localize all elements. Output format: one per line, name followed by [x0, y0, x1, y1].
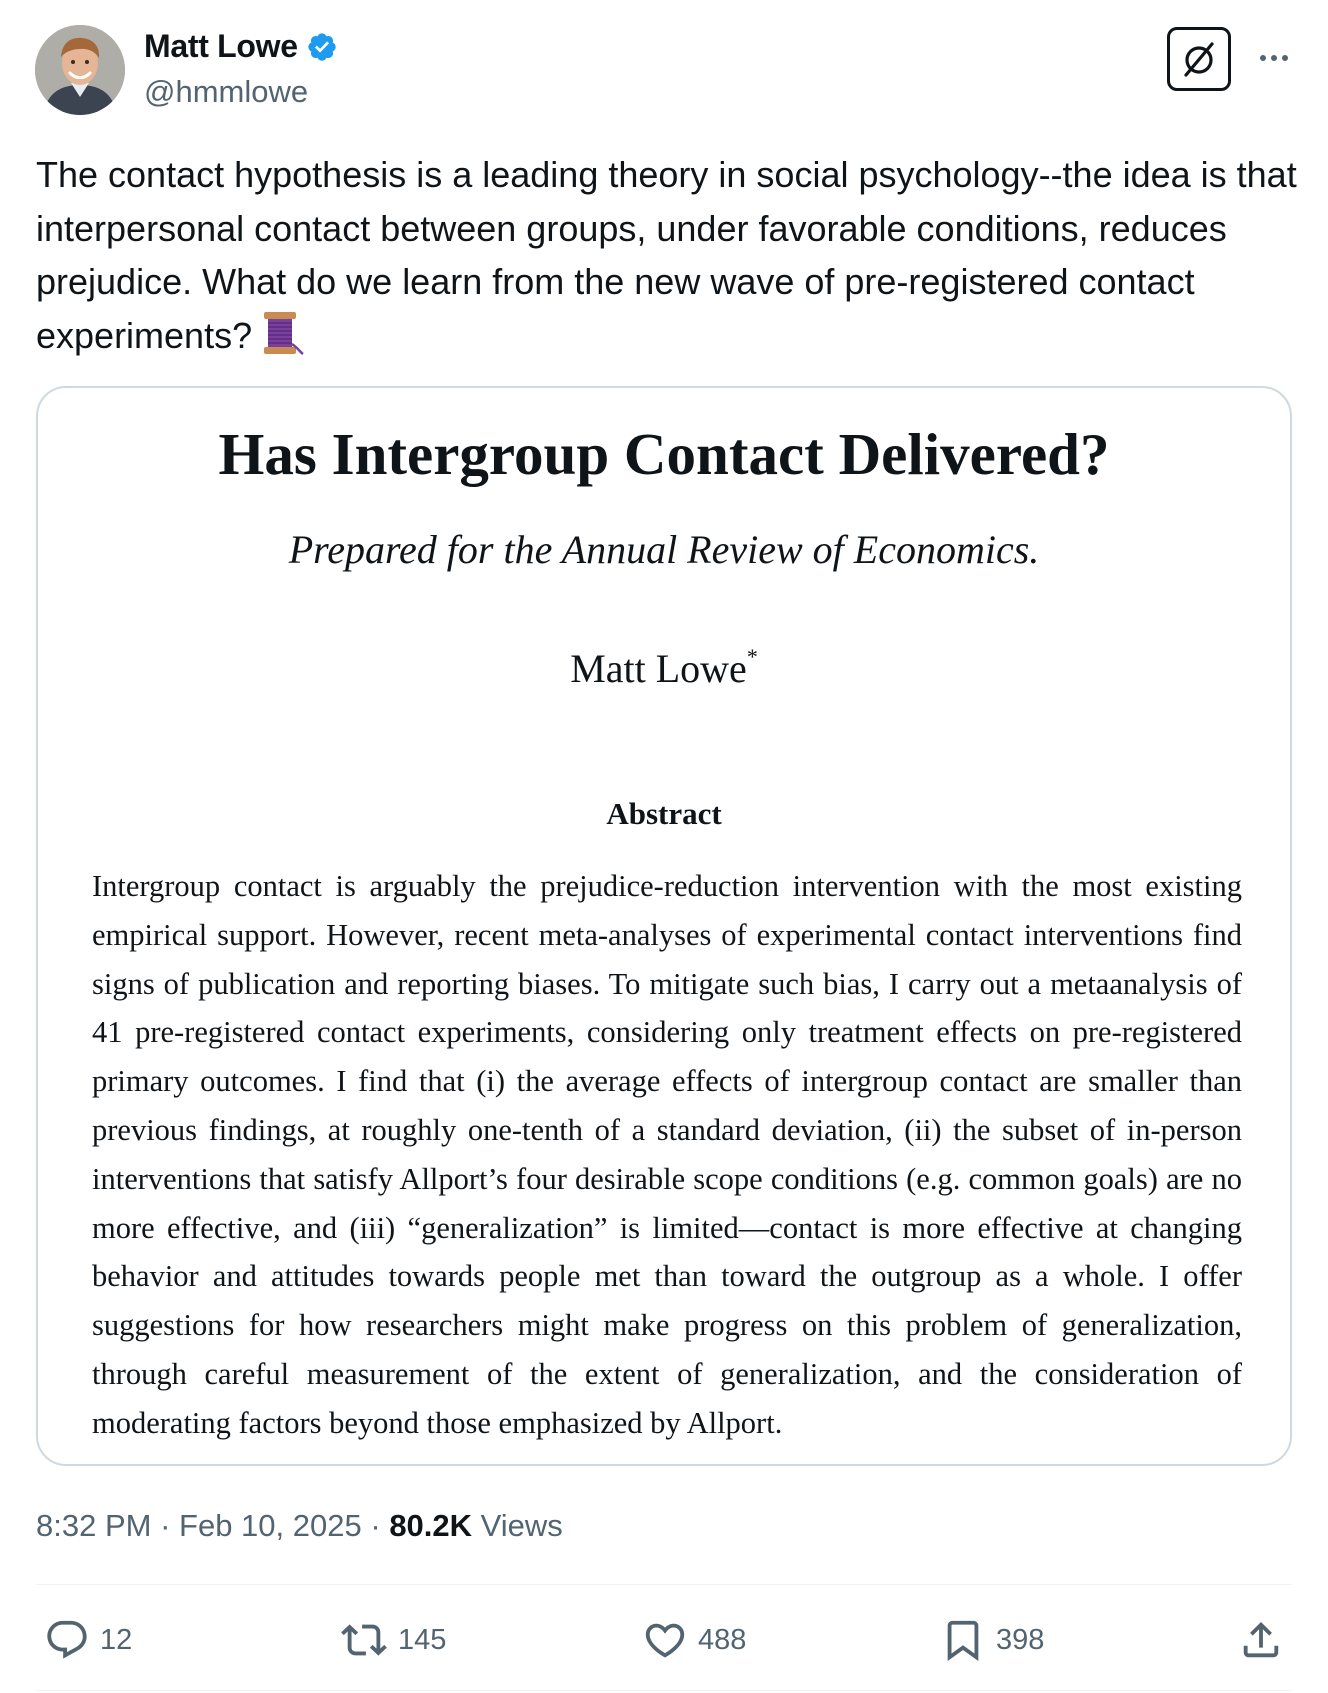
share-icon — [1238, 1617, 1284, 1663]
thread-spool-icon — [260, 310, 304, 356]
reply-count: 12 — [100, 1623, 133, 1656]
meta-separator: · — [160, 1508, 171, 1543]
divider — [36, 1690, 1292, 1691]
tweet-time[interactable]: 8:32 PM — [36, 1508, 152, 1543]
like-count: 488 — [698, 1623, 747, 1656]
paper-author-name: Matt Lowe — [570, 646, 747, 691]
share-button[interactable] — [1238, 1618, 1284, 1662]
reply-button[interactable] — [44, 1618, 132, 1662]
paper-author-footnote-mark: * — [746, 644, 758, 669]
views-label: Views — [480, 1508, 563, 1543]
like-button[interactable] — [642, 1618, 746, 1662]
heart-icon — [642, 1617, 688, 1663]
verified-badge-icon[interactable] — [306, 31, 338, 63]
grok-button[interactable] — [1167, 27, 1231, 91]
repost-count: 145 — [398, 1623, 447, 1656]
grok-icon — [1179, 39, 1219, 79]
avatar[interactable] — [35, 25, 125, 115]
author-handle[interactable]: @hmmlowe — [144, 74, 309, 109]
more-dot — [1282, 55, 1288, 61]
avatar-image — [35, 25, 125, 115]
tweet-date[interactable]: Feb 10, 2025 — [179, 1508, 362, 1543]
reply-icon — [44, 1617, 90, 1663]
author-name-text[interactable]: Matt Lowe — [144, 28, 298, 64]
more-button[interactable] — [1254, 43, 1294, 73]
tweet-text — [36, 148, 1306, 362]
views-count: 80.2K — [389, 1508, 473, 1543]
paper-title: Has Intergroup Contact Delivered? — [218, 421, 1110, 487]
paper-image-card[interactable] — [36, 386, 1292, 1466]
meta-separator: · — [370, 1508, 381, 1543]
tweet-meta — [36, 1508, 563, 1544]
bookmark-icon — [940, 1617, 986, 1663]
repost-button[interactable] — [340, 1618, 446, 1662]
more-dot — [1271, 55, 1277, 61]
more-dot — [1260, 55, 1266, 61]
paper-author — [38, 644, 1290, 692]
bookmark-count: 398 — [996, 1623, 1045, 1656]
author-name[interactable] — [144, 28, 338, 65]
bookmark-button[interactable] — [940, 1618, 1044, 1662]
abstract-heading: Abstract — [606, 796, 722, 831]
tweet-body: The contact hypothesis is a leading theory in social psychology--the idea is that interpersonal contact between groups, under favorable conditions, reduces prejudice. What do we learn from the new wave of pre-registered contact experiments? — [36, 154, 1297, 356]
paper-subtitle: Prepared for the Annual Review of Economics. — [288, 527, 1040, 572]
abstract-body: Intergroup contact is arguably the prejudice-reduction intervention with the most existing empirical support. However, recent meta-analyses of experimental contact interventions find signs of publication and reporting biases. To mitigate such bias, I carry out a metaanalysis of 41 pre-registered contact experiments, considering only treatment effects on pre-registered primary outcomes. I find that (i) the average effects of intergroup contact are smaller than previous findings, at roughly one-tenth of a standard deviation, (ii) the subset of in-person interventions that satisfy Allport’s four desirable scope conditions (e.g. common goals) are no more effective, and (iii) “generalization” is limited—contact is more effective at changing behavior and attitudes towards people met than toward the outgroup as a whole. I offer suggestions for how researchers might make progress on this problem of generalization, through careful measurement of the extent of generalization, and the consideration of moderating factors beyond those emphasized by Allport. — [92, 869, 1242, 1440]
repost-icon — [340, 1617, 388, 1663]
divider — [36, 1584, 1292, 1585]
